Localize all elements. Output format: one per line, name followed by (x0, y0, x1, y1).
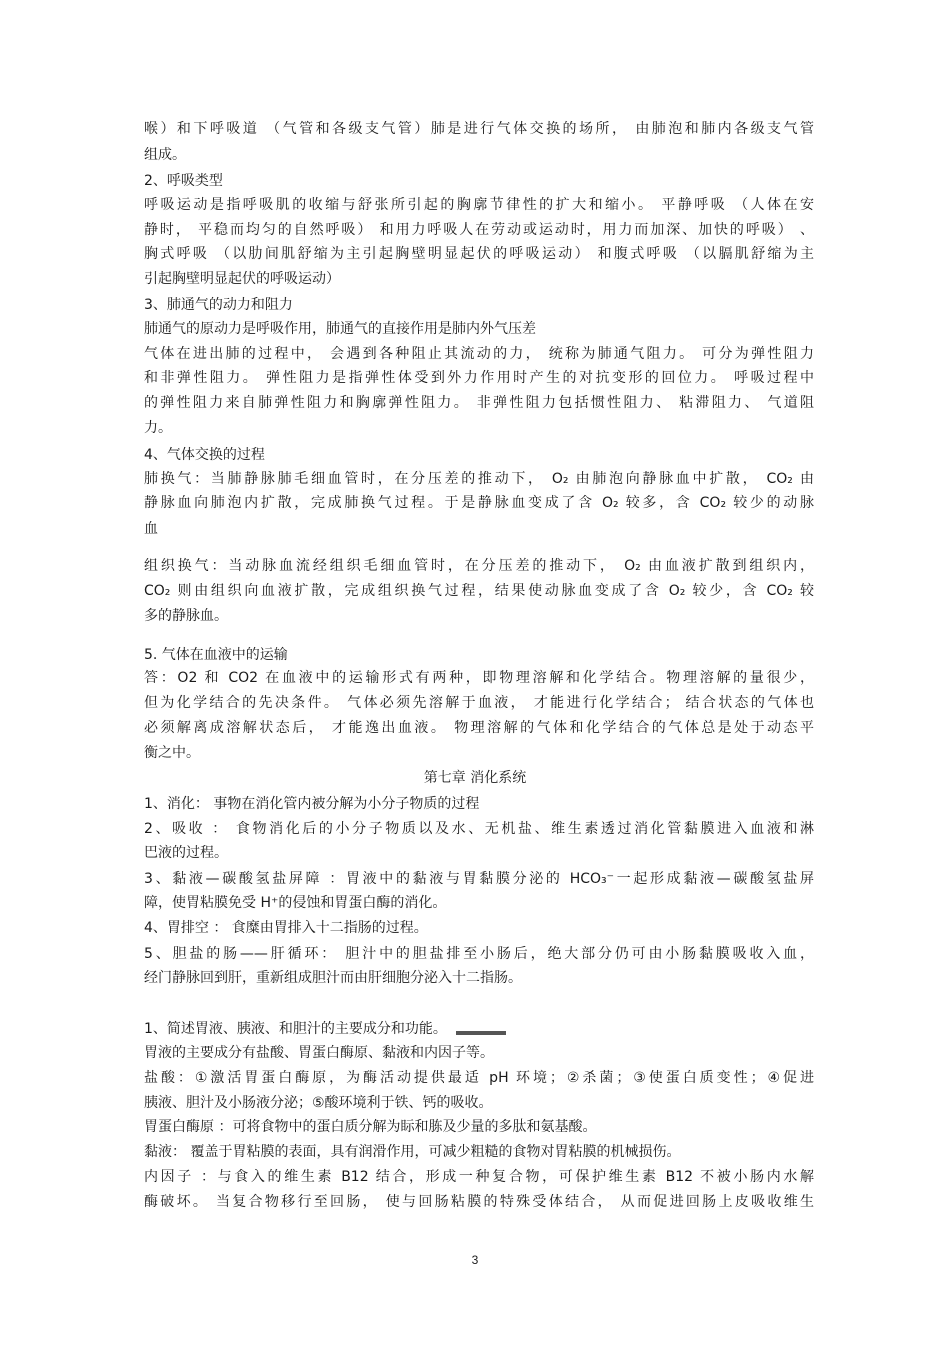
text-line: 呼吸运动是指呼吸肌的收缩与舒张所引起的胸廓节律性的扩大和缩小。 平静呼吸 （人体在安 (144, 197, 814, 213)
text-line: 静脉血向肺泡内扩散，完成肺换气过程。于是静脉血变成了含 O₂ 较多，含 CO₂ 较少的动脉 (144, 495, 814, 511)
text-line: 引起胸壁明显起伏的呼吸运动） (144, 271, 340, 287)
text-line: 内因子 ：与食入的维生素 B12 结合，形成一种复合物，可保护维生素 B12 不被小肠内水解 (144, 1169, 814, 1185)
text-line: 经门静脉回到肝，重新组成胆汁而由肝细胞分泌入十二指肠。 (144, 970, 522, 986)
text-line: 酶破坏。 当复合物移行至回肠， 使与回肠粘膜的特殊受体结合， 从而促进回肠上皮吸收维生 (144, 1194, 814, 1210)
section-heading: 3、肺通气的动力和阻力 (144, 297, 293, 313)
text-line: 胃液的主要成分有盐酸、胃蛋白酶原、黏液和内因子等。 (144, 1045, 494, 1061)
text-line: 血 (144, 521, 158, 537)
text-line: 组成。 (144, 147, 186, 163)
text-line: 4、胃排空 ： 食糜由胃排入十二指肠的过程。 (144, 920, 428, 936)
text-line: 巴液的过程。 (144, 845, 228, 861)
text-line: 答：O2 和 CO2 在血液中的运输形式有两种，即物理溶解和化学结合。物理溶解的量很少， (144, 670, 814, 686)
text-line: 组织换气：当动脉血流经组织毛细血管时，在分压差的推动下， O₂ 由血液扩散到组织内， (144, 558, 814, 574)
text-line: 盐酸：①激活胃蛋白酶原，为酶活动提供最适 pH 环境；②杀菌；③使蛋白质变性；④促进 (144, 1070, 814, 1086)
text-line: 衡之中。 (144, 745, 200, 761)
text-line: 但为化学结合的先决条件。 气体必须先溶解于血液， 才能进行化学结合； 结合状态的气体也 (144, 695, 814, 711)
text-line: 黏液： 覆盖于胃粘膜的表面，具有润滑作用，可减少粗糙的食物对胃粘膜的机械损伤。 (144, 1144, 681, 1160)
text-line: 胰液、胆汁及小肠液分泌；⑤酸环境利于铁、钙的吸收。 (144, 1095, 493, 1111)
section-heading: 2、呼吸类型 (144, 173, 223, 189)
text-line: 胸式呼吸 （以肋间肌舒缩为主引起胸壁明显起伏的呼吸运动） 和腹式呼吸 （以膈肌舒缩为主 (144, 246, 814, 262)
text-line: 和非弹性阻力。 弹性阻力是指弹性体受到外力作用时产生的对抗变形的回位力。 呼吸过程中 (144, 370, 814, 386)
text-line: CO₂ 则由组织向血液扩散，完成组织换气过程，结果使动脉血变成了含 O₂ 较少，含 CO₂ 较 (144, 583, 814, 599)
text-line: 喉）和下呼吸道 （气管和各级支气管）肺是进行气体交换的场所， 由肺泡和肺内各级支气管 (144, 121, 814, 137)
underline-mark (456, 1031, 506, 1035)
text-line: 的弹性阻力来自肺弹性阻力和胸廓弹性阻力。 非弹性阻力包括惯性阻力、 粘滞阻力、 气道阻 (144, 395, 814, 411)
text-line: 2、吸收 ： 食物消化后的小分子物质以及水、无机盐、维生素透过消化管黏膜进入血液和淋 (144, 821, 814, 837)
text-line: 肺换气：当肺静脉肺毛细血管时，在分压差的推动下， O₂ 由肺泡向静脉血中扩散， CO₂ 由 (144, 471, 814, 487)
text-line: 5、胆盐的肠——肝循环： 胆汁中的胆盐排至小肠后，绝大部分仍可由小肠黏膜吸收入血， (144, 946, 814, 962)
text-line: 静时， 平稳而均匀的自然呼吸） 和用力呼吸人在劳动或运动时，用力而加深、加快的呼吸） 、 (144, 222, 814, 238)
section-heading: 4、气体交换的过程 (144, 447, 265, 463)
text-line: 1、消化： 事物在消化管内被分解为小分子物质的过程 (144, 796, 480, 812)
text-line: 多的静脉血。 (144, 608, 228, 624)
chapter-title: 第七章 消化系统 (423, 770, 527, 786)
text-line: 气体在进出肺的过程中， 会遇到各种阻止其流动的力， 统称为肺通气阻力。 可分为弹性阻力 (144, 346, 814, 362)
text-line: 必须解离成溶解状态后， 才能逸出血液。 物理溶解的气体和化学结合的气体总是处于动态平 (144, 720, 814, 736)
text-line: 障，使胃粘膜免受 H⁺的侵蚀和胃蛋白酶的消化。 (144, 895, 447, 911)
text-line: 力。 (144, 420, 172, 436)
text-line: 肺通气的原动力是呼吸作用，肺通气的直接作用是肺内外气压差 (144, 321, 536, 337)
text-line: 3、黏液—碳酸氢盐屏障 ：胃液中的黏液与胃黏膜分泌的 HCO₃⁻一起形成黏液—碳酸氢盐屏 (144, 871, 814, 887)
page-number: 3 (471, 1253, 479, 1267)
section-heading: 5. 气体在血液中的运输 (144, 647, 288, 663)
question-heading: 1、简述胃液、胰液、和胆汁的主要成分和功能。 (144, 1021, 447, 1037)
text-line: 胃蛋白酶原 ：可将食物中的蛋白质分解为眎和胨及少量的多肽和氨基酸。 (144, 1119, 597, 1135)
